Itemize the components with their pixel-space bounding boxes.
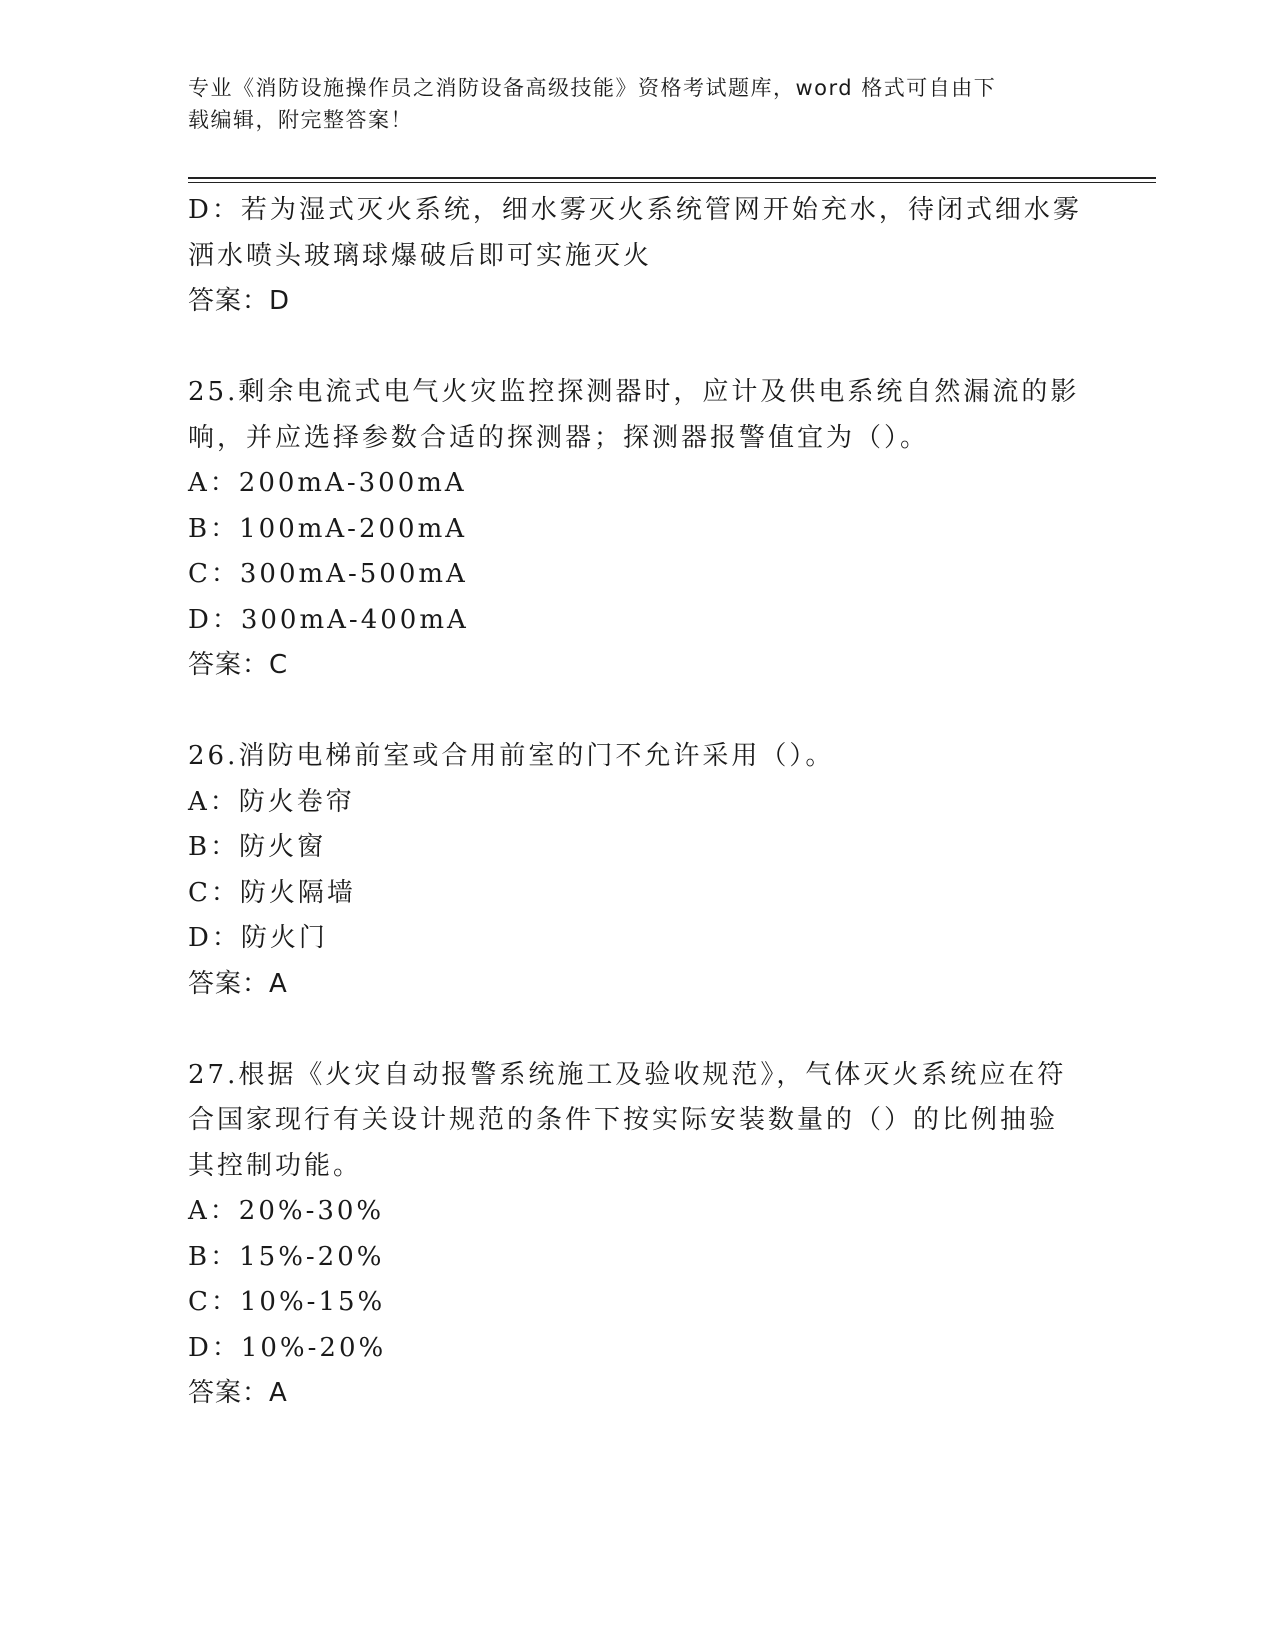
- option-d: D：10%-20%: [188, 1332, 387, 1363]
- option-b: B：防火窗: [188, 832, 327, 862]
- spacer: [188, 689, 1088, 735]
- answer: 答案：A: [188, 968, 288, 999]
- answer: 答案：D: [188, 286, 291, 316]
- spacer: [188, 1007, 1088, 1053]
- option-d-line-1: D：若为湿式灭火系统，细水雾灭火系统管网开始充水，待闭式细水雾: [188, 195, 1082, 225]
- header-divider-thick: [188, 177, 1156, 179]
- spacer: [188, 325, 1088, 371]
- question-24-fragment: [188, 188, 1088, 325]
- question-stem-line-1: 26.消防电梯前室或合用前室的门不允许采用（）。: [188, 741, 835, 771]
- answer: 答案：C: [188, 650, 289, 680]
- option-c: C：防火隔墙: [188, 877, 356, 908]
- header-divider-thin: [188, 182, 1156, 183]
- question-26: [188, 734, 1088, 1007]
- option-a: A：20%-30%: [188, 1196, 385, 1226]
- question-list: [188, 188, 1088, 1417]
- option-d: D：300mA-400mA: [188, 604, 469, 635]
- option-b: B：15%-20%: [188, 1241, 385, 1272]
- option-a: A：防火卷帘: [188, 786, 355, 817]
- answer: 答案：A: [188, 1378, 288, 1408]
- option-a: A：200mA-300mA: [188, 468, 467, 498]
- question-25: [188, 370, 1088, 689]
- option-d-line-2: 洒水喷头玻璃球爆破后即可实施灭火: [188, 240, 653, 271]
- header-line-2: 载编辑，附完整答案！: [188, 108, 413, 132]
- question-stem-line-2: 合国家现行有关设计规范的条件下按实际安装数量的（）的比例抽验: [188, 1105, 1059, 1135]
- question-stem-line-3: 其控制功能。: [188, 1150, 363, 1181]
- option-c: C：10%-15%: [188, 1287, 386, 1317]
- question-stem-line-1: 27.根据《火灾自动报警系统施工及验收规范》，气体灭火系统应在符: [188, 1059, 1067, 1090]
- option-b: B：100mA-200mA: [188, 513, 468, 544]
- option-c: C：300mA-500mA: [188, 559, 468, 589]
- question-stem-line-2: 响，并应选择参数合适的探测器；探测器报警值宜为（）。: [188, 422, 930, 453]
- question-stem-line-1: 25.剩余电流式电气火灾监控探测器时，应计及供电系统自然漏流的影: [188, 377, 1080, 407]
- document-header: [188, 72, 1068, 136]
- header-line-1: 专业《消防设施操作员之消防设备高级技能》资格考试题库，word 格式可自由下: [188, 76, 997, 100]
- option-d: D：防火门: [188, 923, 328, 953]
- question-27: [188, 1053, 1088, 1417]
